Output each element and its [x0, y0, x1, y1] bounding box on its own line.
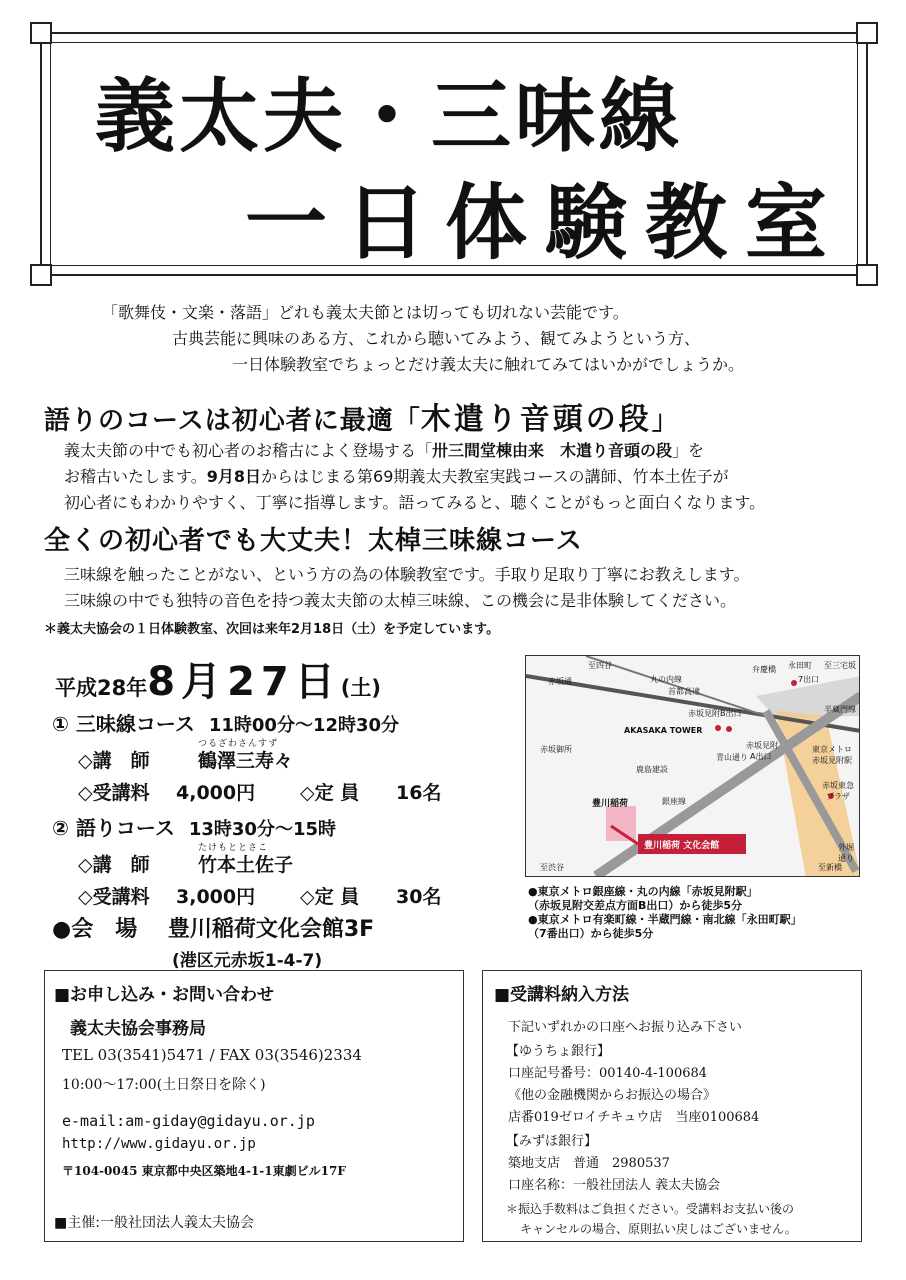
map-label: 赤坂見附B出口 [688, 709, 742, 718]
map-label: 至新橋 [818, 863, 842, 872]
frame-corner-decoration [856, 264, 878, 286]
intro-line: 古典芸能に興味のある方、これから聴いてみよう、観てみようという方、 [172, 329, 701, 348]
payment-note: キャンセルの場合、原則払い戻しはございません。 [520, 1222, 797, 1236]
map-label: 赤坂見附駅 [812, 756, 852, 765]
course-1-capacity-label: ◇定 員 [300, 782, 360, 804]
contact-hours: 10:00～17:00(土日祭日を除く) [62, 1077, 266, 1093]
access-note: ●東京メトロ銀座線・丸の内線「赤坂見附駅」 [528, 885, 758, 898]
section-body-line: お稽古いたします。9月8日からはじまる第69期義太夫教室実践コースの講師、竹本土佐子が [64, 467, 729, 486]
venue-address: (港区元赤坂1-4-7) [172, 951, 323, 971]
payment-line: 口座記号番号：00140-4-100684 [508, 1066, 708, 1081]
access-note: （赤坂見附交差点方面B出口）から徒歩5分 [528, 899, 743, 912]
section-body-line: 初心者にもわかりやすく、丁寧に指導します。語ってみると、聴くことがもっと面白くなります。 [64, 493, 766, 512]
payment-line: 【ゆうちょ銀行】 [506, 1044, 611, 1059]
payment-line: 店番019ゼロイチキュウ店 当座0100684 [508, 1110, 760, 1125]
map-label: A出口 [750, 752, 772, 761]
course-1-fee: 4,000円 [176, 782, 256, 804]
sponsor: ■主催:一般社団法人義太夫協会 [54, 1215, 254, 1231]
map-label: プラザ [826, 792, 850, 801]
frame-corner-decoration [30, 22, 52, 44]
map-label: 赤坂見附 [746, 741, 778, 750]
map-label: 外堀通り [838, 843, 854, 863]
section-heading-narration: 語りのコースは初心者に最適「木遣り音頭の段」 [44, 402, 679, 437]
payment-line: 口座名称：一般社団法人 義太夫協会 [508, 1178, 721, 1193]
map-toyokawa-grounds [606, 806, 636, 841]
title-line-2: 一日体験教室 [245, 176, 846, 271]
event-date: 平成28年8月27日(土) [55, 659, 381, 705]
course-2-teacher: 竹本土佐子 [198, 854, 294, 876]
contact-tel: TEL 03(3541)5471 / FAX 03(3546)2334 [62, 1046, 362, 1064]
map-label: 青山通り [716, 753, 748, 762]
map-exit-marker [791, 680, 797, 686]
course-1-teacher: 鶴澤三寿々 [198, 750, 294, 772]
contact-email[interactable]: e-mail:am-giday@gidayu.or.jp [62, 1112, 315, 1130]
next-event-note: ＊義太夫協会の１日体験教室、次回は来年2月18日（土）を予定しています。 [44, 622, 500, 637]
teacher-ruby: たけもととさこ [198, 843, 269, 853]
access-note: （7番出口）から徒歩5分 [528, 927, 654, 940]
map-label: 鹿島建設 [636, 765, 668, 774]
payment-note: ＊振込手数料はご負担ください。受講料お支払い後の [506, 1202, 795, 1216]
course-2-teacher-label: ◇講 師 [78, 854, 150, 876]
title-line-1: 義太夫・三味線 [95, 70, 683, 163]
section-heading-shamisen: 全くの初心者でも大丈夫！太棹三味線コース [44, 526, 583, 556]
map-label: 至四谷 [588, 661, 612, 670]
map-label: 銀座線 [662, 797, 686, 806]
contact-org: 義太夫協会事務局 [70, 1019, 206, 1039]
map-label: 赤坂通 [548, 677, 572, 686]
map-label: 首都高速 [668, 687, 700, 696]
map-label: 永田町 [788, 661, 812, 670]
map-label: 至渋谷 [540, 863, 564, 872]
frame-corner-decoration [30, 264, 52, 286]
course-2-fee: 3,000円 [176, 886, 256, 908]
contact-box [44, 970, 464, 1242]
course-2-capacity: 30名 [396, 886, 442, 908]
map-label: 半蔵門線 [824, 705, 856, 714]
contact-address: 〒104-0045 東京都中央区築地4-1-1東劇ビル17F [62, 1164, 346, 1178]
payment-heading: ■受講料納入方法 [494, 985, 630, 1005]
map-label: 弁慶橋 [752, 665, 776, 674]
map-label: 7出口 [798, 675, 820, 684]
map-label: 赤坂東急 [822, 781, 854, 790]
map-label: 丸の内線 [650, 675, 682, 684]
access-note: ●東京メトロ有楽町線・半蔵門線・南北線「永田町駅」 [528, 913, 802, 926]
contact-url[interactable]: http://www.gidayu.or.jp [62, 1136, 256, 1152]
course-2-fee-label: ◇受講料 [78, 886, 150, 908]
payment-line: 下記いずれかの口座へお振り込み下さい [508, 1020, 743, 1035]
map-label: 至三宅坂 [824, 661, 856, 670]
contact-heading: ■お申し込み・お問い合わせ [54, 985, 275, 1005]
course-1-teacher-label: ◇講 師 [78, 750, 150, 772]
map-label: 東京メトロ [812, 745, 852, 754]
payment-line: 《他の金融機関からお振込の場合》 [508, 1088, 717, 1103]
payment-line: 【みずほ銀行】 [506, 1134, 598, 1149]
map-label: AKASAKA TOWER [624, 726, 703, 735]
course-1-capacity: 16名 [396, 782, 442, 804]
map-label: 豊川稲荷 文化会館 [644, 841, 720, 851]
course-2-heading: ② 語りコース 13時30分～15時 [52, 816, 336, 840]
frame-corner-decoration [856, 22, 878, 44]
course-2-capacity-label: ◇定 員 [300, 886, 360, 908]
payment-line: 築地支店 普通 2980537 [508, 1156, 670, 1171]
intro-line: 一日体験教室でちょっとだけ義太夫に触れてみてはいかがでしょうか。 [232, 355, 745, 374]
course-1-fee-label: ◇受講料 [78, 782, 150, 804]
section-body-line: 三味線の中でも独特の音色を持つ義太夫節の太棹三味線、この機会に是非体験してください。 [64, 591, 737, 610]
map-label: 赤坂御所 [540, 745, 572, 754]
map-label: 豊川稲荷 [592, 799, 629, 809]
intro-line: 「歌舞伎・文楽・落語」どれも義太夫節とは切っても切れない芸能です。 [102, 303, 629, 322]
map-exit-marker [715, 725, 721, 731]
access-map [525, 655, 860, 877]
course-1-heading: ① 三味線コース 11時00分～12時30分 [52, 712, 400, 736]
teacher-ruby: つるざわさんすず [198, 739, 279, 749]
section-body-line: 三味線を触ったことがない、という方の為の体験教室です。手取り足取り丁寧にお教えします。 [64, 565, 750, 584]
map-exit-marker [726, 726, 732, 732]
section-body-line: 義太夫節の中でも初心者のお稽古によく登場する「卅三間堂棟由来 木遣り音頭の段」を [64, 441, 705, 460]
venue: ●会 場 豊川稲荷文化会館3F [52, 917, 375, 942]
